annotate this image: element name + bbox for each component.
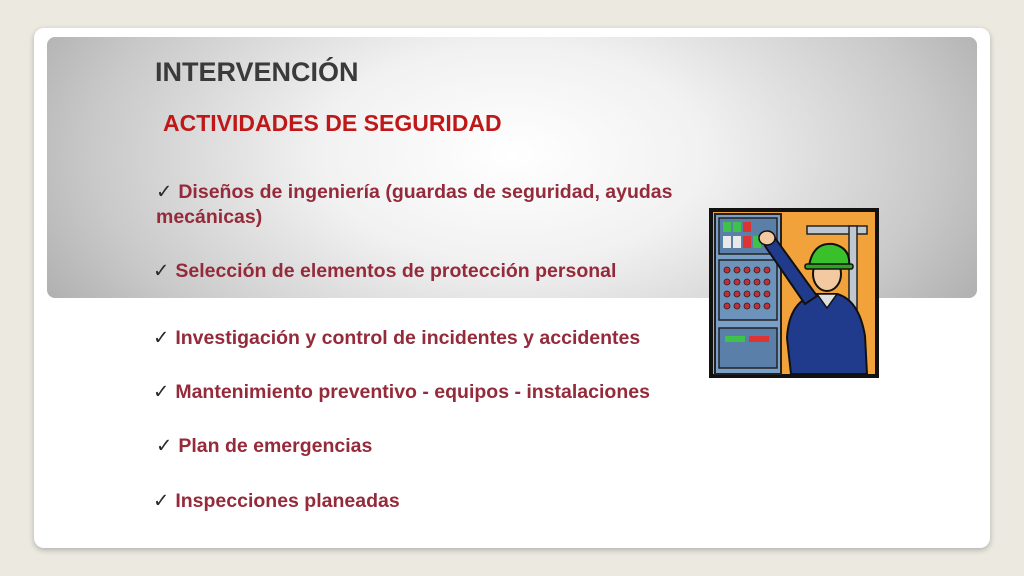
slide-subtitle: ACTIVIDADES DE SEGURIDAD — [163, 110, 502, 136]
bullet-text: Investigación y control de incidentes y accidentes — [175, 327, 641, 349]
check-icon: ✓ — [156, 181, 173, 203]
check-icon: ✓ — [153, 327, 170, 349]
bullet-text: Inspecciones planeadas — [175, 490, 400, 512]
bullet-text: Plan de emergencias — [178, 435, 373, 457]
bullet-item-6 — [153, 489, 400, 514]
bullet-item-2 — [153, 259, 616, 284]
bullet-text: Diseños de ingeniería (guardas de seguridad, ayudas mecánicas) — [156, 181, 673, 228]
bullet-text: Selección de elementos de protección personal — [175, 260, 617, 282]
check-icon: ✓ — [156, 435, 173, 457]
bullet-text: Mantenimiento preventivo - equipos - instalaciones — [175, 381, 650, 403]
check-icon: ✓ — [153, 490, 170, 512]
slide-title: INTERVENCIÓN — [155, 57, 359, 87]
check-icon: ✓ — [153, 381, 170, 403]
bullet-item-3 — [153, 326, 640, 351]
bullet-item-4 — [153, 380, 650, 405]
worker-at-control-panel-icon — [709, 208, 879, 378]
check-icon: ✓ — [153, 260, 170, 282]
bullet-item-1 — [156, 180, 756, 230]
bullet-item-5 — [156, 434, 372, 459]
